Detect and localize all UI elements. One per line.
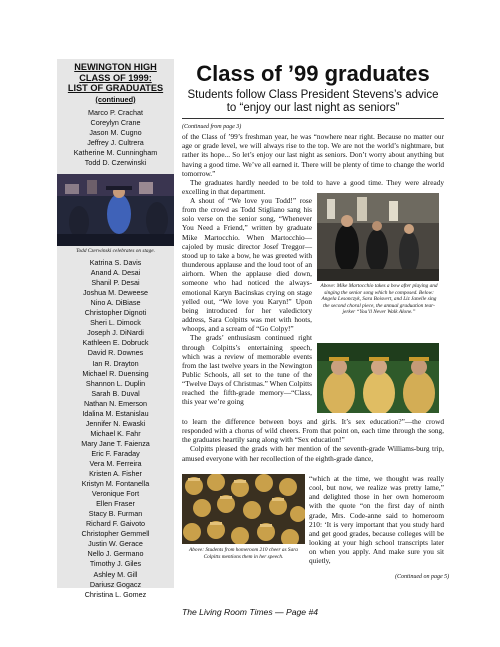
sidebar-heading: NEWINGTON HIGH CLASS OF 1999: LIST OF GRADUATES (67, 62, 164, 94)
graduate-name: Nathan N. Emerson (83, 398, 148, 408)
paragraph-3: A shout of “We love you Todd!” rose from the crowd as Todd Stigliano sang his solo verse on the senior song, “Whenever You Need a Friend,” written by graduate Mike Martocchio. When Martocchio—cajoled by music director Josef Treggor—stood up to take a bow, he was greeted with thunderous applause and the loud toot of an airhorn. When the applause died down, someone who had noticed the always-emotional Karyn Bacinskas crying on stage yelled out, “We love you Karyn!” Upon being introduced for her valedictory address, Sara Colpitts was met with hoots, whoops, and a scream of “Go Colpy!” (182, 196, 312, 334)
homeroom-cheer-photo (182, 474, 305, 566)
paragraph-4a: The grads’ enthusiasm continued right through Colpitts’s entertaining speech, which was a review of memorable events from the last twelve years in the Newington Public Schools, all set to the tune of the “Twelve Days of Christmas.” When Colpitts reached the fifth-grade memory—“Class, this year we’re going (182, 333, 312, 407)
graduate-name: David R. Downes (87, 348, 144, 358)
graduate-name: Shanil P. Desai (91, 278, 140, 288)
right-photo-caption: Above: Mike Martocchio takes a bow after playing and singing the senior song which he composed. Below: Angela Lesonczyk, Sara Boisvert, and Liz Janelle sing the second choral piece, the annual graduation tear-jerker “You’ll Never Walk Alone.” (320, 283, 438, 316)
graduate-name: Kristyn M. Fontanella (81, 479, 150, 489)
graduate-name: Katherine M. Cunningham (73, 147, 158, 157)
graduate-name: Christina L. Gomez (84, 589, 147, 599)
graduate-name: Kristen A. Fisher (89, 469, 142, 479)
todd-czerwinski-photo (57, 174, 174, 246)
homeroom-caption-box (182, 544, 305, 566)
headline-rule (182, 118, 444, 119)
graduate-name: Jennifer N. Ewaski (85, 418, 146, 428)
graduate-name: Justin W. Gerace (88, 539, 143, 549)
graduate-list-sidebar (57, 59, 174, 599)
graduate-name: Ian R. Drayton (92, 358, 139, 368)
graduate-name: Veronique Fort (91, 489, 140, 499)
article-bottom-right-text (309, 474, 444, 566)
graduate-name: Joshua M. Deweese (82, 288, 149, 298)
graduate-name: Idalina M. Estanislau (82, 408, 149, 418)
graduate-name: Richard F. Gaivoto (85, 519, 146, 529)
paragraph-5a: Colpitts pleased the grads with her mention of the seventh-grade Williams-burg trip, amused everyone with her recollection of the eighth-grade dance, (182, 444, 444, 463)
graduate-name: Nino A. DiBiase (90, 298, 141, 308)
graduate-name: Ellen Fraser (96, 499, 135, 509)
graduate-name: Shannon L. Duplin (85, 378, 146, 388)
article-bottom-text (182, 417, 444, 463)
graduate-name: Anand A. Desai (90, 268, 141, 278)
graduate-name: Eric F. Faraday (91, 448, 140, 458)
graduate-name: Dariusz Gogacz (89, 579, 142, 589)
graduate-name: Coreylyn Crane (90, 117, 141, 127)
article-middle-text (182, 196, 312, 407)
graduate-name: Joseph J. DiNardi (87, 328, 144, 338)
sidebar-subheading: (continued) (95, 94, 136, 104)
continued-from: (Continued from page 3) (182, 124, 242, 130)
bottom-photo-caption: Above: Students from homeroom 210 cheer as Sara Colpitts mentions them in her speech. (189, 547, 298, 560)
graduate-names-top (57, 108, 174, 168)
paragraph-1: of the Class of ’99’s freshman year, he was “nowhere near right. Because no matter our age or grade level, we will always rise to the top. We are not the world’s nightmare, but rather its hope... So let’s enjoy our last night as seniors. Don’t worry about anything but having a good time. We’ve all earned it. There will be plenty of time to change the world tomorrow.” (182, 132, 444, 178)
graduate-names-bottom (57, 258, 174, 600)
martocchio-bow-photo (317, 193, 439, 281)
continued-on: (Continued on page 5) (395, 574, 450, 580)
graduate-name: Michael R. Duensing (82, 368, 149, 378)
page-footer: The Living Room Times — Page #4 (181, 607, 319, 617)
graduate-name: Timothy J. Giles (89, 559, 142, 569)
article-deck: Students follow Class President Stevens’s advice to “enjoy our last night as seniors” (187, 89, 439, 114)
graduate-name: Ashley M. Gill (93, 569, 138, 579)
graduate-name: Christopher Gemmell (81, 529, 150, 539)
choral-singers-photo (317, 343, 439, 413)
graduate-name: Vera M. Ferreira (89, 459, 142, 468)
graduate-name: Sheri L. Dimock (90, 318, 141, 328)
graduate-name: Stacy B. Furman (88, 509, 143, 519)
sidebar-photo-caption: Todd Czerwinski celebrates on stage. (76, 248, 155, 255)
graduate-name: Marco P. Crachat (88, 107, 143, 117)
graduate-name: Christopher Dignoti (84, 308, 147, 318)
graduate-name: Todd D. Czerwinski (84, 158, 147, 168)
graduate-name: Jeffrey J. Cultrera (87, 137, 144, 147)
article-title: Class of ’99 graduates (196, 61, 430, 86)
article-top-text (182, 123, 444, 196)
graduate-name: Mary Jane T. Faienza (81, 438, 150, 448)
paragraph-2: The graduates hardly needed to be told to have a good time. They were already excelling in that department. (182, 177, 444, 197)
graduate-name: Jason M. Cugno (89, 127, 142, 137)
paragraph-5b: “which at the time, we thought was really cool, but now, we realize was pretty lame,” and delighted those in her own homeroom with the quote “on the first day of ninth grade, Mrs. Code-anne said to homeroom 210: ‘It is very important that you study hard and get good grades, because colleges will be looking at your high school transcripts later on when you apply. And make sure you sit quietly, (309, 474, 444, 566)
graduate-name: Nello J. Germano (87, 549, 144, 559)
graduate-name: Katrina S. Davis (89, 258, 142, 268)
graduate-name: Sarah B. Duval (91, 388, 140, 398)
graduate-name: Michael K. Fahr (90, 428, 141, 438)
paragraph-4b: to learn the difference between boys and girls. It’s sex education?”—the crowd responded with a chorus of wild cheers. From that point on, each time through the song, the graduates heartily sang along with “Sex education!” (182, 417, 444, 445)
graduate-name: Kathleen E. Dobruck (82, 338, 149, 348)
